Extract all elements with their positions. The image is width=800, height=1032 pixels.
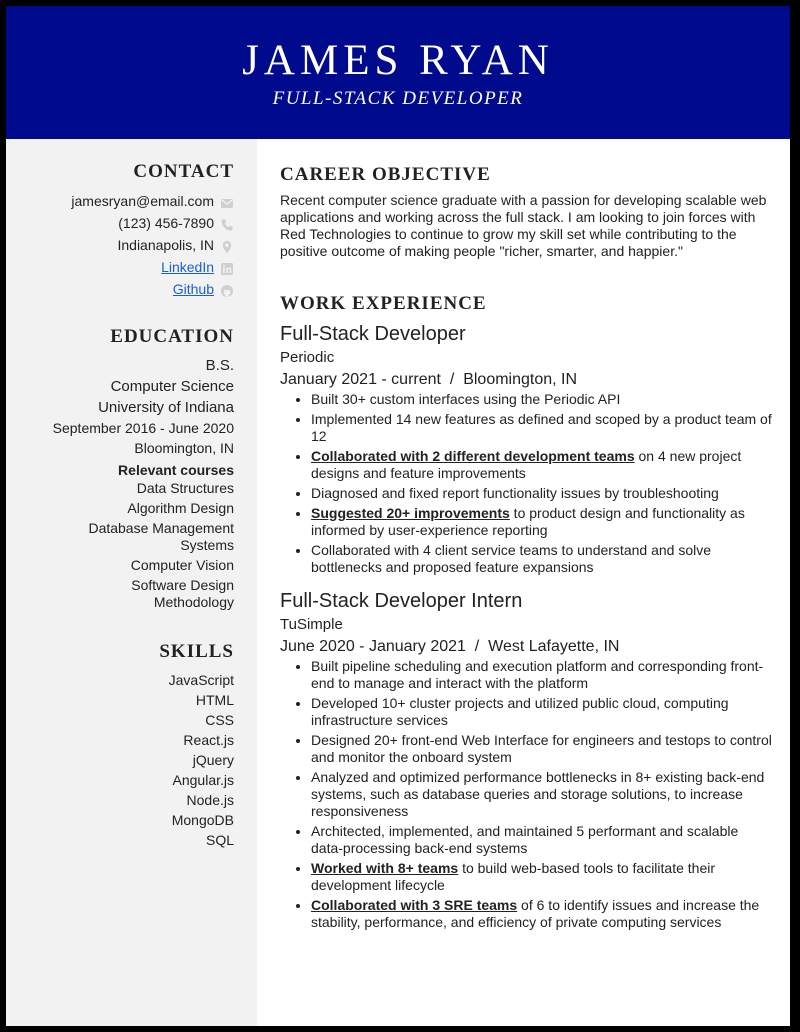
bullet-item: • Analyzed and optimized performance bottlenecks in 8+ existing back-end systems, such as database queries and storage solutions, to increase responsiveness [311, 769, 772, 820]
experience-heading: WORK EXPERIENCE [280, 293, 487, 314]
linkedin-icon [220, 260, 234, 274]
skill-item: Angular.js [172, 772, 234, 788]
course-item: Software Design Methodology [131, 577, 234, 610]
bullet-item: • Collaborated with 2 different development teams on 4 new project designs and feature improvements [311, 448, 772, 482]
skill-item: MongoDB [171, 812, 234, 828]
job-dates-location: January 2021 - current / Bloomington, IN [280, 371, 578, 388]
education-heading: EDUCATION [110, 326, 234, 347]
course-item: Database Management Systems [88, 520, 234, 553]
sidebar [6, 139, 257, 1026]
bullet-item: • Designed 20+ front-end Web Interface for engineers and testops to control and monitor the onboard system [311, 732, 772, 766]
candidate-name: JAMES RYAN [242, 37, 554, 84]
contact-linkedin[interactable] [6, 256, 234, 278]
skill-item: jQuery [192, 752, 234, 768]
education-location: Bloomington, IN [134, 440, 234, 456]
map-pin-icon [220, 238, 234, 252]
objective-heading: CAREER OBJECTIVE [280, 164, 491, 185]
education-block [6, 355, 234, 458]
skills-heading: SKILLS [159, 641, 234, 662]
contact-phone[interactable] [6, 212, 234, 234]
job-bullets [280, 391, 772, 576]
bullet-item: • Built pipeline scheduling and execution platform and corresponding front-end to manage and interact with the platform [311, 658, 772, 692]
skill-item: SQL [205, 832, 234, 848]
skill-item: Node.js [186, 792, 234, 808]
job-bullets [280, 658, 772, 931]
envelope-icon [220, 194, 234, 208]
job-entry [280, 588, 772, 931]
bullet-item: • Implemented 14 new features as defined and scoped by a product team of 12 [311, 411, 772, 445]
candidate-title: FULL-STACK DEVELOPER [272, 88, 524, 109]
objective-text: Recent computer science graduate with a passion for developing scalable web applications and working across the full stack. I am looking to join forces with Red Technologies to continue to grow my skill set while contributing to the positive outcome of making people "richer, smarter, and happier." [280, 192, 767, 259]
job-dates-location: June 2020 - January 2021 / West Lafayette, IN [280, 638, 620, 655]
job-company: Periodic [280, 349, 335, 366]
bullet-item: • Diagnosed and fixed report functionality issues by troubleshooting [311, 485, 772, 502]
skill-item: JavaScript [168, 672, 234, 688]
phone-icon [220, 216, 234, 230]
header-banner [6, 6, 790, 139]
job-entry [280, 321, 772, 576]
bullet-item: • Built 30+ custom interfaces using the Periodic API [311, 391, 772, 408]
contact-email[interactable] [6, 190, 234, 212]
bullet-item: • Suggested 20+ improvements to product design and functionality as informed by user-experience reporting [311, 505, 772, 539]
bullet-item: • Collaborated with 4 client service teams to understand and solve bottlenecks and proposed feature expansions [311, 542, 772, 576]
main-column [280, 139, 772, 934]
bullet-item: • Architected, implemented, and maintained 5 performant and scalable data-processing back-end systems [311, 823, 772, 857]
email-text[interactable]: jamesryan@email.com [71, 193, 214, 209]
major: Computer Science [110, 378, 234, 395]
github-icon [220, 282, 234, 296]
school: University of Indiana [98, 399, 234, 416]
degree: B.S. [205, 357, 234, 374]
course-item: Computer Vision [130, 557, 234, 573]
education-dates: September 2016 - June 2020 [52, 420, 234, 436]
linkedin-link[interactable]: LinkedIn [161, 259, 214, 275]
contact-github[interactable] [6, 278, 234, 300]
github-link[interactable]: Github [172, 281, 214, 297]
skill-item: CSS [205, 712, 234, 728]
course-item: Data Structures [136, 480, 234, 496]
bullet-item: • Collaborated with 3 SRE teams of 6 to identify issues and increase the stability, performance, and efficiency of private computing services [311, 897, 772, 931]
course-item: Algorithm Design [127, 500, 234, 516]
skill-item: React.js [183, 732, 234, 748]
contact-location [6, 234, 234, 256]
location-text: Indianapolis, IN [117, 237, 214, 253]
job-company: TuSimple [280, 616, 343, 633]
bullet-item: • Worked with 8+ teams to build web-based tools to facilitate their development lifecycle [311, 860, 772, 894]
contact-heading: CONTACT [133, 161, 234, 182]
bullet-item: • Developed 10+ cluster projects and utilized public cloud, computing infrastructure services [311, 695, 772, 729]
job-title: Full-Stack Developer Intern [280, 590, 523, 612]
job-title: Full-Stack Developer [280, 323, 466, 345]
phone-text[interactable]: (123) 456-7890 [118, 215, 214, 231]
resume-page [6, 6, 790, 1026]
courses-heading: Relevant courses [118, 462, 234, 478]
skill-item: HTML [195, 692, 234, 708]
